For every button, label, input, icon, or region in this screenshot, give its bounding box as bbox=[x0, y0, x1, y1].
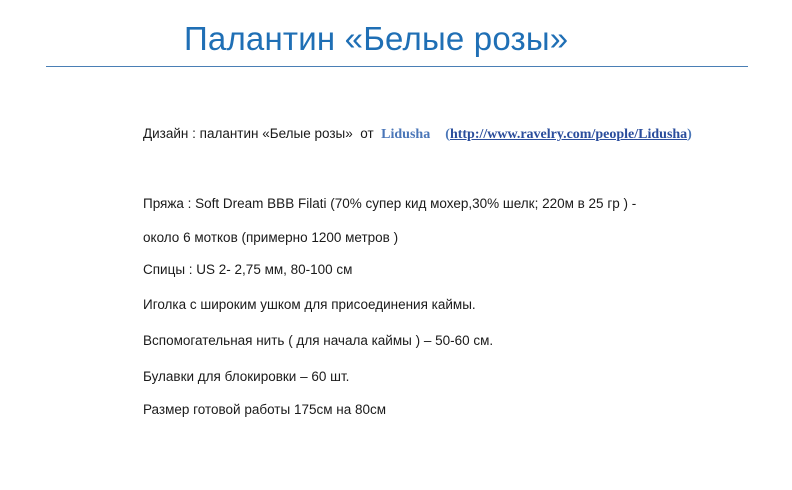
blocking-pins-line: Булавки для блокировки – 60 шт. bbox=[143, 369, 350, 384]
design-prefix: Дизайн : палантин «Белые розы» от bbox=[143, 126, 378, 141]
needle-tool-line: Иголка с широким ушком для присоединения каймы. bbox=[143, 297, 476, 312]
title-divider bbox=[46, 66, 748, 67]
url-open-paren: ( bbox=[445, 127, 450, 142]
url-close-paren: ) bbox=[687, 127, 692, 142]
waste-yarn-line: Вспомогательная нить ( для начала каймы ) – 50-60 см. bbox=[143, 333, 494, 348]
yarn-line: Пряжа : Soft Dream BBB Filati (70% супер кид мохер,30% шелк; 220м в 25 гр ) - bbox=[143, 196, 637, 211]
author-name: Lidusha bbox=[381, 127, 431, 142]
document-title: Палантин «Белые розы» bbox=[184, 20, 569, 57]
author-profile-link[interactable]: http://www.ravelry.com/people/Lidusha bbox=[449, 127, 688, 142]
yarn-amount-line: около 6 мотков (примерно 1200 метров ) bbox=[143, 230, 399, 245]
design-line bbox=[143, 126, 692, 143]
needles-line: Спицы : US 2- 2,75 мм, 80-100 см bbox=[143, 262, 353, 277]
finished-size-line: Размер готовой работы 175см на 80см bbox=[143, 402, 387, 417]
